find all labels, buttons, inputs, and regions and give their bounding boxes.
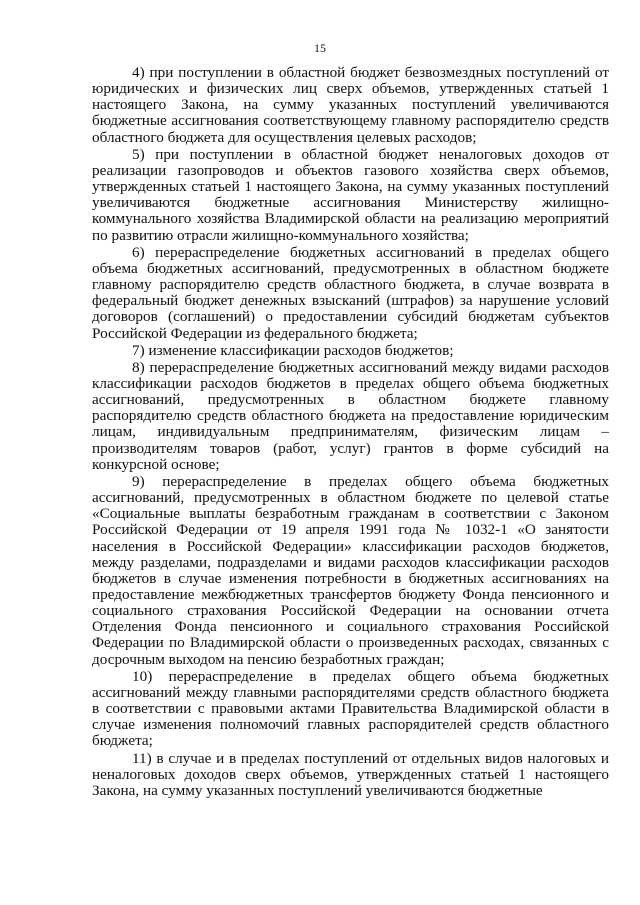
paragraph-item-9: 9) перераспределение в пределах общего объема бюджетных ассигнований, предусмотренных в областном бюджете по целевой статье «Социальные выплаты безработным гражданам в соответствии с Законом Российской Федерации от 19 апреля 1991 года № 1032-1 «О занятости населения в Российской Федерации» классификации расходов бюджетов, между разделами, подразделами и видами расходов классификации расходов бюджетов в случае изменения потребности в бюджетных ассигнованиях на предоставление межбюджетных трансфертов бюджету Фонда пенсионного и социального страхования Российской Федерации на основании отчета Отделения Фонда пенсионного и социального страхования Российской Федерации по Владимирской области о произведенных расходах, связанных с досрочным выходом на пенсию безработных граждан;	[92, 472, 609, 668]
paragraph-item-10: 10) перераспределение в пределах общего объема бюджетных ассигнований между главными распорядителями средств областного бюджета в соответствии с правовыми актами Правительства Владимирской области в случае изменения полномочий главных распорядителей средств областного бюджета;	[92, 667, 609, 750]
paragraph-item-7: 7) изменение классификации расходов бюджетов;	[132, 341, 454, 359]
paragraph-item-4: 4) при поступлении в областной бюджет безвозмездных поступлений от юридических и физических лиц сверх объемов, утвержденных статьей 1 настоящего Закона, на сумму указанных поступлений увеличиваются бюджетные ассигнования соответствующему главному распорядителю средств областного бюджета для осуществления целевых расходов;	[92, 64, 609, 146]
paragraph-item-8: 8) перераспределение бюджетных ассигнований между видами расходов классификации расходов бюджетов в пределах общего объема бюджетных ассигнований, предусмотренных в областном бюджете главному распорядителю средств областного бюджета на предоставление юридическим лицам, индивидуальным предпринимателям, физическим лицам – производителям товаров (работ, услуг) грантов в форме субсидий на конкурсной основе;	[92, 358, 609, 473]
document-body	[92, 65, 609, 799]
page-number: 15	[314, 41, 326, 55]
paragraph-item-6: 6) перераспределение бюджетных ассигнований в пределах общего объема бюджетных ассигнований, предусмотренных в областном бюджете главному распорядителю средств областного бюджета, в случае возврата в федеральный бюджет денежных взысканий (штрафов) за нарушение условий договоров (соглашений) о предоставлении субсидий бюджетам субъектов Российской Федерации из федерального бюджета;	[92, 243, 609, 342]
paragraph-item-5: 5) при поступлении в областной бюджет неналоговых доходов от реализации газопроводов и объектов газового хозяйства сверх объемов, утвержденных статьей 1 настоящего Закона, на сумму указанных поступлений увеличиваются бюджетные ассигнования Министерству жилищно-коммунального хозяйства Владимирской области на реализацию мероприятий по развитию отрасли жилищно-коммунального хозяйства;	[92, 145, 609, 244]
paragraph-item-11: 11) в случае и в пределах поступлений от отдельных видов налоговых и неналоговых доходов сверх объемов, утвержденных статьей 1 настоящего Закона, на сумму указанных поступлений увеличиваются бюджетные	[92, 749, 609, 799]
